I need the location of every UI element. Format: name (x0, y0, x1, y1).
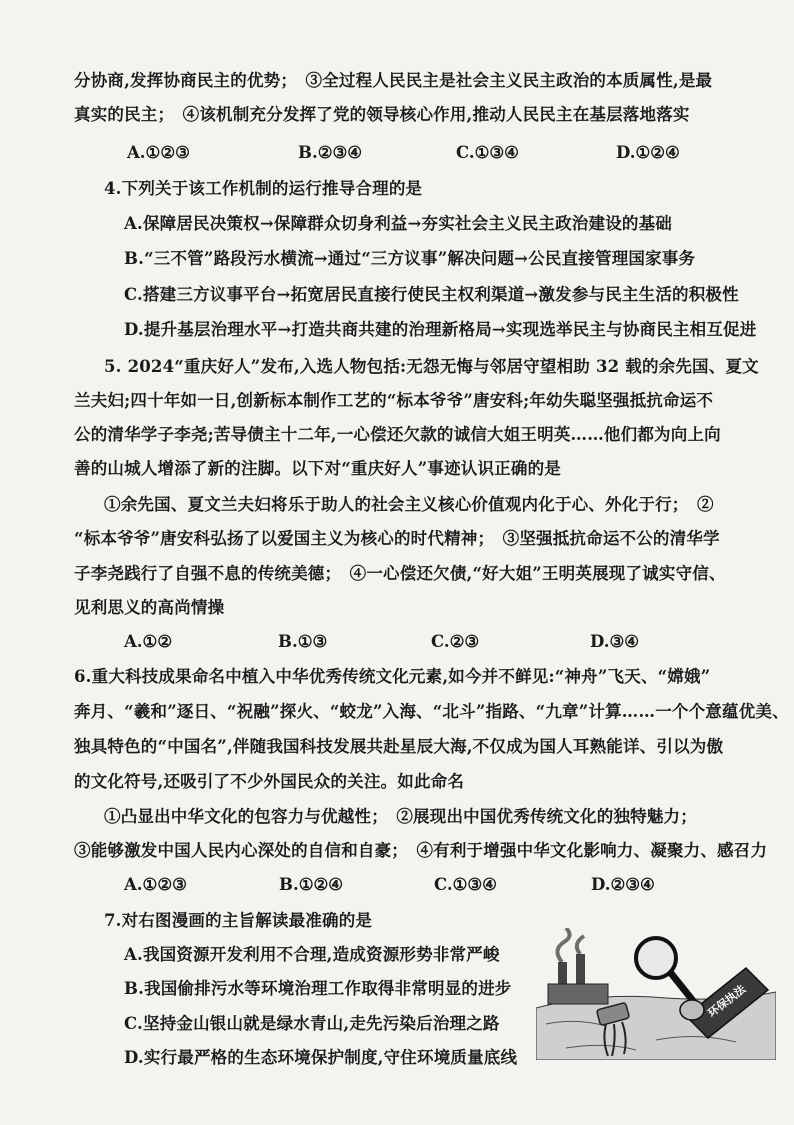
question-4-choice-b: B.“三不管”路段污水横流→通过“三方议事”解决问题→公民直接管理国家事务 (124, 249, 696, 268)
option-a: A.①②③ (127, 143, 190, 162)
question-7-choice-b: B.我国偷排污水等环境治理工作取得非常明显的进步 (124, 979, 512, 998)
question-5-stem: 兰夫妇;四十年如一日,创新标本制作工艺的“标本爷爷”唐安科;年幼失聪坚强抵抗命运不 (74, 391, 714, 410)
question-6-stem: 奔月、“羲和”逐日、“祝融”探火、“蛟龙”入海、“北斗”指路、“九章”计算……一个个意蕴优美、 (74, 702, 789, 721)
question-6-statement: ①凸显出中华文化的包容力与优越性； ②展现出中国优秀传统文化的独特魅力； (104, 807, 697, 826)
question-5-statement: ①余先国、夏文兰夫妇将乐于助人的社会主义核心价值观内化于心、外化于行； ② (104, 495, 714, 514)
question-7-stem: 7.对右图漫画的主旨解读最准确的是 (104, 911, 373, 930)
option-c: C.①③④ (434, 875, 497, 894)
option-a: A.①② (124, 632, 173, 651)
question-5-statement: 见利思义的高尚情操 (74, 598, 225, 617)
option-d: D.①②④ (616, 143, 680, 162)
question-7-choice-c: C.坚持金山银山就是绿水青山,走先污染后治理之路 (124, 1014, 500, 1033)
question-4-choice-c: C.搭建三方议事平台→拓宽居民直接行使民主权利渠道→激发参与民主生活的积极性 (124, 285, 739, 304)
option-b: B.①③ (278, 632, 328, 651)
text-line: 分协商,发挥协商民主的优势； ③全过程人民民主是社会主义民主政治的本质属性,是最 (74, 71, 713, 90)
environment-comic-illustration (536, 928, 776, 1060)
question-7-choice-d: D.实行最严格的生态环境保护制度,守住环境质量底线 (124, 1048, 518, 1067)
question-4-choice-d: D.提升基层治理水平→打造共商共建的治理新格局→实现选举民主与协商民主相互促进 (124, 320, 757, 339)
option-a: A.①②③ (124, 875, 187, 894)
question-5-stem: 5. 2024“重庆好人”发布,入选人物包括:无怨无悔与邻居守望相助 32 载的余先国、夏文 (104, 357, 759, 376)
question-5-statement: 子李尧践行了自强不息的传统美德； ④一心偿还欠债,“好大姐”王明英展现了诚实守信、 (74, 564, 726, 583)
question-7-choice-a: A.我国资源开发利用不合理,造成资源形势非常严峻 (124, 945, 500, 964)
question-5-stem: 善的山城人增添了新的注脚。以下对“重庆好人”事迹认识正确的是 (74, 459, 561, 478)
option-c: C.①③④ (456, 143, 519, 162)
question-6-statement: ③能够激发中国人民内心深处的自信和自豪； ④有利于增强中华文化影响力、凝聚力、感召力 (74, 841, 768, 860)
option-c: C.②③ (431, 632, 480, 651)
option-b: B.②③④ (298, 143, 363, 162)
text-line: 真实的民主； ④该机制充分发挥了党的领导核心作用,推动人民民主在基层落地落实 (74, 105, 690, 124)
question-6-stem: 独具特色的“中国名”,伴随我国科技发展共赴星辰大海,不仅成为国人耳熟能详、引以为傲 (74, 737, 724, 756)
option-d: D.③④ (590, 632, 640, 651)
option-b: B.①②④ (279, 875, 344, 894)
comic-label: 环保执法 (706, 983, 749, 1020)
question-6-stem: 的文化符号,还吸引了不少外国民众的关注。如此命名 (74, 772, 465, 791)
question-4-choice-a: A.保障居民决策权→保障群众切身利益→夯实社会主义民主政治建设的基础 (124, 214, 672, 233)
question-4-stem: 4.下列关于该工作机制的运行推导合理的是 (104, 179, 423, 198)
option-d: D.②③④ (591, 875, 655, 894)
factory-icon (548, 928, 608, 1004)
question-6-stem: 6.重大科技成果命名中植入中华优秀传统文化元素,如今并不鲜见:“神舟”飞天、“嫦娥” (74, 667, 711, 686)
question-5-statement: “标本爷爷”唐安科弘扬了以爱国主义为核心的时代精神； ③坚强抵抗命运不公的清华学 (74, 529, 720, 548)
question-5-stem: 公的清华学子李尧;苦导债主十二年,一心偿还欠款的诚信大姐王明英……他们都为向上向 (74, 425, 721, 444)
